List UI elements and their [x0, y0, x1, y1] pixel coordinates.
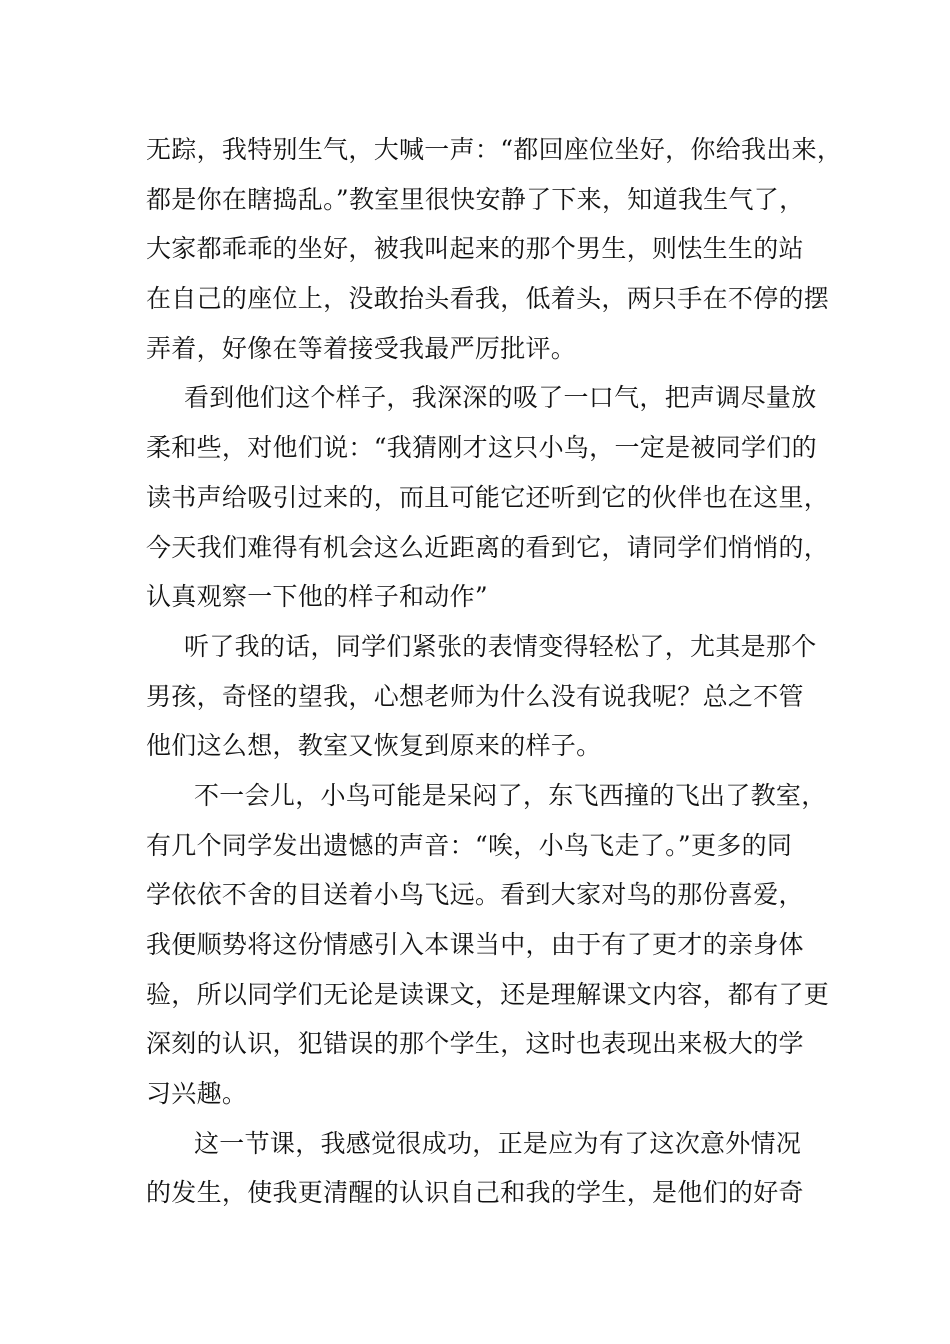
text-line: 的发生，使我更清醒的认识自己和我的学生，是他们的好奇: [146, 1178, 804, 1208]
text-line: 验，所以同学们无论是读课文，还是理解课文内容，都有了更: [146, 979, 830, 1009]
text-line: 我便顺势将这份情感引入本课当中，由于有了更才的亲身体: [146, 930, 804, 959]
text-line: 听了我的话，同学们紧张的表情变得轻松了，尤其是那个: [184, 631, 817, 661]
text-line: 都是你在瞎捣乱。”教室里很快安静了下来，知道我生气了，: [146, 184, 805, 214]
text-line: 无踪，我特别生气，大喊一声：“都回座位坐好，你给我出来，: [146, 135, 843, 164]
text-line: 他们这么想，教室又恢复到原来的样子。: [146, 731, 602, 761]
text-line: 在自己的座位上，没敢抬头看我，低着头，两只手在不停的摆: [146, 284, 830, 314]
document-body: [146, 125, 843, 1218]
text-line: 深刻的认识，犯错误的那个学生，这时也表现出来极大的学: [146, 1029, 804, 1059]
text-line: 习兴趣。: [146, 1079, 248, 1109]
text-line: 弄着，好像在等着接受我最严厉批评。: [146, 333, 577, 363]
text-line: 学依依不舍的目送着小鸟飞远。看到大家对鸟的那份喜爱，: [146, 880, 804, 910]
text-line: 看到他们这个样子，我深深的吸了一口气，把声调尽量放: [184, 383, 817, 413]
text-line: 不一会儿，小鸟可能是呆闷了，东飞西撞的飞出了教室，: [194, 780, 827, 810]
text-line: 读书声给吸引过来的，而且可能它还听到它的伙伴也在这里，: [146, 482, 830, 512]
text-line: 今天我们难得有机会这么近距离的看到它，请同学们悄悄的，: [146, 532, 830, 562]
text-line: 柔和些，对他们说：“我猜刚才这只小鸟，一定是被同学们的: [146, 433, 817, 463]
text-line: 有几个同学发出遗憾的声音：“唉，小鸟飞走了。”更多的同: [146, 830, 793, 860]
text-line: 大家都乖乖的坐好，被我叫起来的那个男生，则怯生生的站: [146, 234, 804, 264]
text-line: 男孩，奇怪的望我，心想老师为什么没有说我呢？总之不管: [146, 681, 804, 711]
text-line: 这一节课，我感觉很成功，正是应为有了这次意外情况: [194, 1128, 802, 1158]
text-line: 认真观察一下他的样子和动作”: [146, 582, 488, 612]
